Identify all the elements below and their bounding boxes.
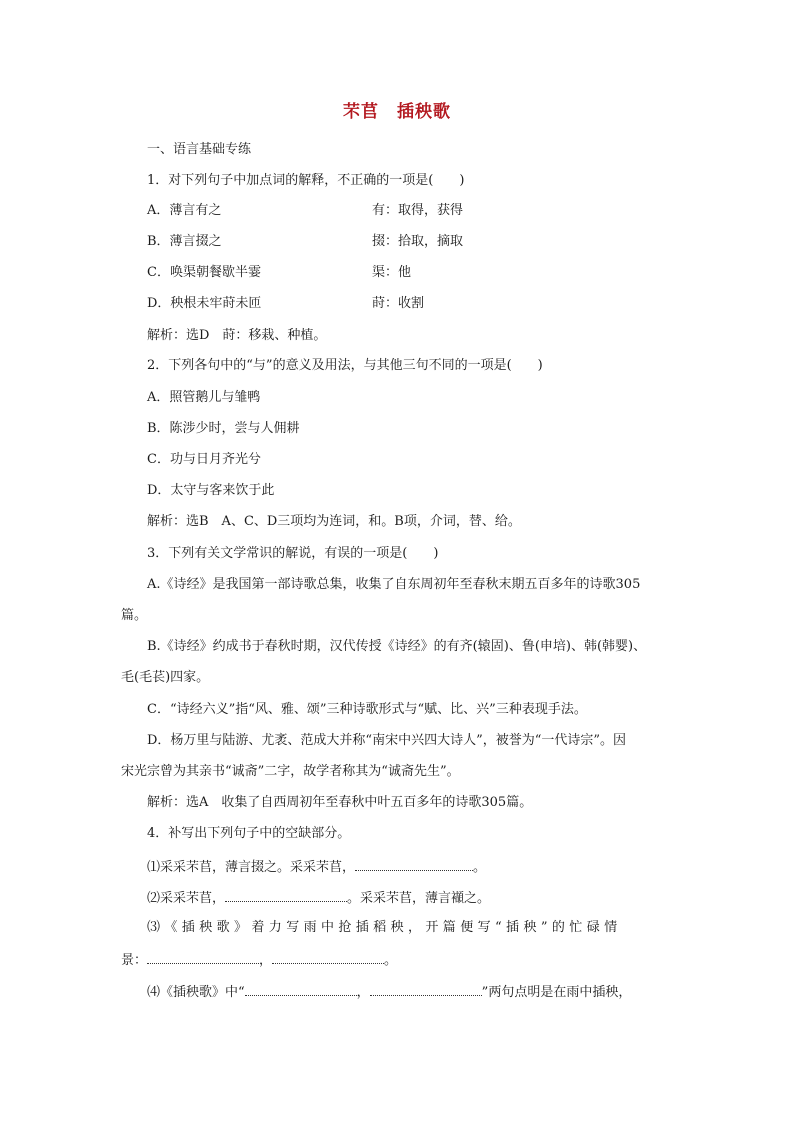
question-3-stem: 3．下列有关文学常识的解说，有误的一项是( ) <box>147 546 439 561</box>
q1-option-d <box>147 295 567 313</box>
q4-s3-prefix: 景： <box>121 953 148 968</box>
q1-option-d-text: D．秧根未牢莳未匝 <box>147 296 262 311</box>
q3-option-a-line1: A.《诗经》是我国第一部诗歌总集，收集了自东周初年至春秋末期五百多年的诗歌305 <box>147 577 641 592</box>
q4-s4-prefix: ⑷《插秧歌》中“ <box>147 985 245 1000</box>
q4-s2-blank[interactable] <box>225 888 347 902</box>
q1-option-c-text: C．唤渠朝餐歇半霎 <box>147 265 261 280</box>
q4-sentence-2 <box>147 888 490 908</box>
q1-option-c-gloss: 渠：他 <box>372 265 412 280</box>
q4-s1-suffix: 。 <box>473 860 487 875</box>
q4-s3-suffix: 。 <box>384 953 398 968</box>
q1-option-b <box>147 233 567 251</box>
q1-option-a-gloss: 有：取得，获得 <box>372 203 464 218</box>
q4-s2-prefix: ⑵采采芣苢， <box>147 891 226 906</box>
q1-option-a-text: A．薄言有之 <box>147 203 222 218</box>
title-part-1: 芣苢 <box>343 102 379 122</box>
q2-option-c: C．功与日月齐光兮 <box>147 452 261 467</box>
q4-s1-blank[interactable] <box>355 857 473 871</box>
q1-option-c <box>147 264 567 282</box>
q4-s4-suffix: ”两句点明是在雨中插秧， <box>481 985 632 1000</box>
q4-sentence-1 <box>147 857 486 877</box>
q4-sentence-4 <box>147 982 631 1002</box>
q4-s3-blank-2[interactable] <box>272 950 384 964</box>
q4-s4-comma: ， <box>356 985 370 1000</box>
q1-option-b-gloss: 掇：拾取，摘取 <box>372 234 464 249</box>
q4-sentence-3-line2 <box>121 950 397 970</box>
q4-s2-suffix: 。采采芣苢，薄言襭之。 <box>347 891 491 906</box>
q3-option-a-line2: 篇。 <box>121 608 148 623</box>
q4-s3-blank-1[interactable] <box>147 950 259 964</box>
question-1-stem: 1．对下列句子中加点词的解释，不正确的一项是( ) <box>147 173 465 188</box>
q1-option-b-text: B．薄言掇之 <box>147 234 222 249</box>
q4-s3-comma: ， <box>259 953 273 968</box>
page-title <box>0 97 794 122</box>
q4-sentence-3-line1: ⑶《插秧歌》着力写雨中抢插稻秧，开篇便写“插秧”的忙碌情 <box>147 920 622 935</box>
q3-option-b-line2: 毛(毛苌)四家。 <box>121 670 210 685</box>
title-part-2: 插秧歌 <box>397 102 451 122</box>
question-2-stem: 2．下列各句中的“与”的意义及用法，与其他三句不同的一项是( ) <box>147 358 543 373</box>
q3-option-c: C．“诗经六义”指“风、雅、颂”三种诗歌形式与“赋、比、兴”三种表现手法。 <box>147 702 587 717</box>
q3-option-d-line1: D．杨万里与陆游、尤袤、范成大并称“南宋中兴四大诗人”，被誉为“一代诗宗”。因 <box>147 733 627 748</box>
q3-analysis: 解析：选A 收集了自西周初年至春秋中叶五百多年的诗歌305篇。 <box>147 795 533 810</box>
q4-s1-prefix: ⑴采采芣苢，薄言掇之。采采芣苢， <box>147 860 356 875</box>
q2-analysis: 解析：选B A、C、D三项均为连词，和。B项，介词，替、给。 <box>147 514 521 529</box>
q3-option-d-line2: 宋光宗曾为其亲书“诚斋”二字，故学者称其为“诚斋先生”。 <box>121 764 460 779</box>
question-4-stem: 4．补写出下列句子中的空缺部分。 <box>147 826 351 841</box>
q2-option-a: A．照管鹅儿与雏鸭 <box>147 390 261 405</box>
q1-analysis: 解析：选D 莳：移栽、种植。 <box>147 328 327 343</box>
q2-option-b: B．陈涉少时，尝与人佣耕 <box>147 421 300 436</box>
q2-option-d: D．太守与客来饮于此 <box>147 483 275 498</box>
q1-option-d-gloss: 莳：收割 <box>372 296 425 311</box>
q3-option-b-line1: B.《诗经》约成书于春秋时期，汉代传授《诗经》的有齐(辕固)、鲁(申培)、韩(韩婴)、 <box>147 639 647 654</box>
q4-s4-blank-1[interactable] <box>245 982 357 996</box>
section-heading: 一、语言基础专练 <box>147 142 252 157</box>
q1-option-a <box>147 202 567 220</box>
q4-s4-blank-2[interactable] <box>370 982 482 996</box>
